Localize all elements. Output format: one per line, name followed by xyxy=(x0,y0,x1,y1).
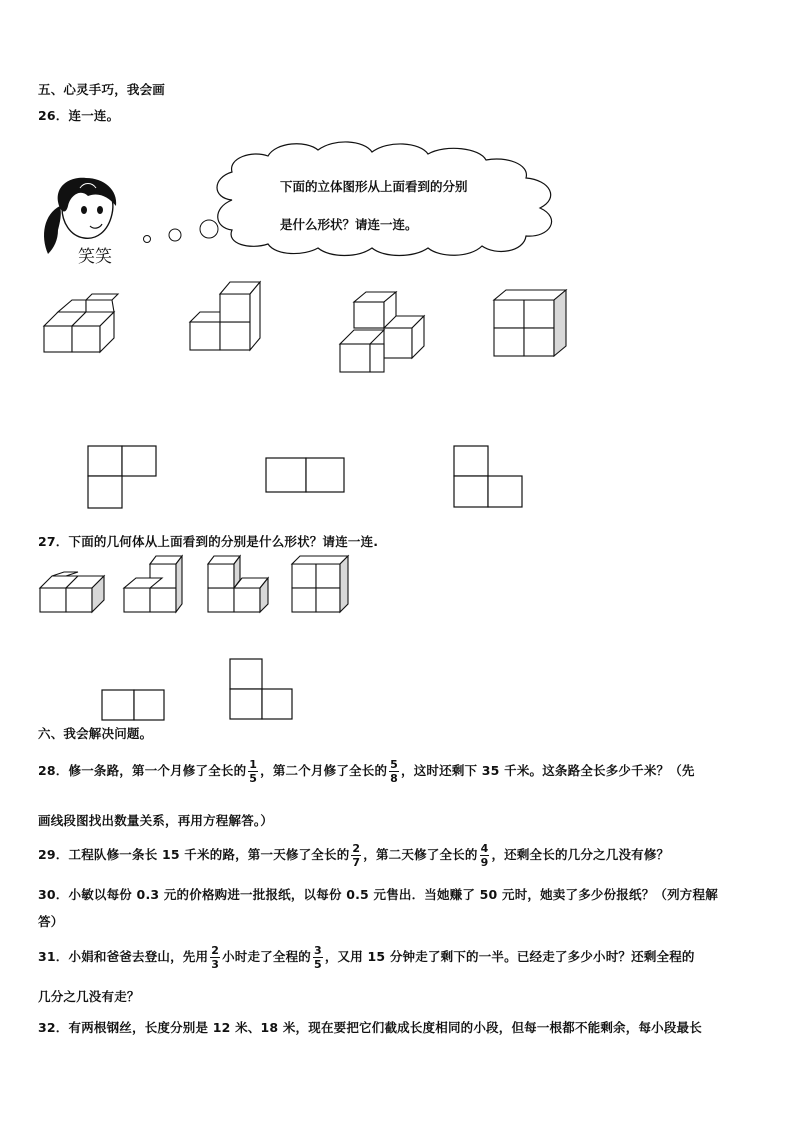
q29-text-3: ，还剩全长的几分之几没有修？ xyxy=(491,847,670,862)
q31-fraction-2: $\frac{3}{5}$ xyxy=(313,944,322,971)
section-5-title: 五、心灵手巧，我会画 xyxy=(38,82,166,97)
q26-solid-3 xyxy=(340,292,424,372)
question-30-line-2: 答） xyxy=(38,914,64,929)
question-26-label: 26．连一连。 xyxy=(38,108,120,123)
q27-view-inverted-t xyxy=(230,659,292,719)
q28-text-2: ，第二个月修了全长的 xyxy=(260,763,388,778)
section-6-title: 六、我会解决问题。 xyxy=(38,726,153,741)
q26-solid-1 xyxy=(44,294,118,352)
q27-solid-4 xyxy=(292,556,348,612)
q28-text-1: 28．修一条路，第一个月修了全长的 xyxy=(38,763,247,778)
q31-text-3: ，又用 15 分钟走了剩下的一半。已经走了多少小时？还剩全程的 xyxy=(324,949,695,964)
question-28-line-2: 画线段图找出数量关系，再用方程解答。） xyxy=(38,813,274,828)
q26-view-two-squares xyxy=(266,458,344,492)
q26-view-l-shape xyxy=(88,446,156,508)
q26-solid-2 xyxy=(190,282,260,350)
q29-fraction-1: $\frac{2}{7}$ xyxy=(352,842,361,869)
question-27-label: 27．下面的几何体从上面看到的分别是什么形状？请连一连. xyxy=(38,534,379,549)
bubble-text-line-1: 下面的立体图形从上面看到的分别 xyxy=(280,179,468,194)
question-31-line-2: 几分之几没有走？ xyxy=(38,989,140,1004)
q31-text-2: 小时走了全程的 xyxy=(222,949,311,964)
q29-fraction-2: $\frac{4}{9}$ xyxy=(480,842,489,869)
q28-fraction-1: $\frac{1}{5}$ xyxy=(249,758,258,785)
q29-text-2: ，第二天修了全长的 xyxy=(363,847,478,862)
bubble-text-line-2: 是什么形状？请连一连。 xyxy=(280,217,418,232)
question-28 xyxy=(38,758,695,785)
question-32: 32．有两根钢丝，长度分别是 12 米、18 米，现在要把它们截成长度相同的小段，但每一根都不能剩余，每小段最长 xyxy=(38,1020,702,1035)
q29-text-1: 29．工程队修一条长 15 千米的路，第一天修了全长的 xyxy=(38,847,350,862)
q26-solid-4 xyxy=(494,290,566,356)
question-31 xyxy=(38,944,695,971)
q31-fraction-1: $\frac{2}{3}$ xyxy=(211,944,220,971)
q27-solid-2 xyxy=(124,556,182,612)
q26-view-l-shape-2 xyxy=(454,446,522,507)
girl-caption: 笑笑 xyxy=(78,247,112,267)
question-30: 30．小敏以每份 0.3 元的价格购进一批报纸，以每份 0.5 元售出．当她赚了 50 元时，她卖了多少份报纸？（列方程解 xyxy=(38,887,718,902)
question-29 xyxy=(38,842,669,869)
q27-solid-1 xyxy=(40,572,104,612)
q28-fraction-2: $\frac{5}{8}$ xyxy=(390,758,399,785)
q31-text-1: 31．小娟和爸爸去登山，先用 xyxy=(38,949,209,964)
q28-text-3: ，这时还剩下 35 千米。这条路全长多少千米？（先 xyxy=(401,763,695,778)
q27-view-two-squares xyxy=(102,690,164,720)
q27-solid-3 xyxy=(208,556,268,612)
thought-cloud-icon xyxy=(144,142,552,256)
